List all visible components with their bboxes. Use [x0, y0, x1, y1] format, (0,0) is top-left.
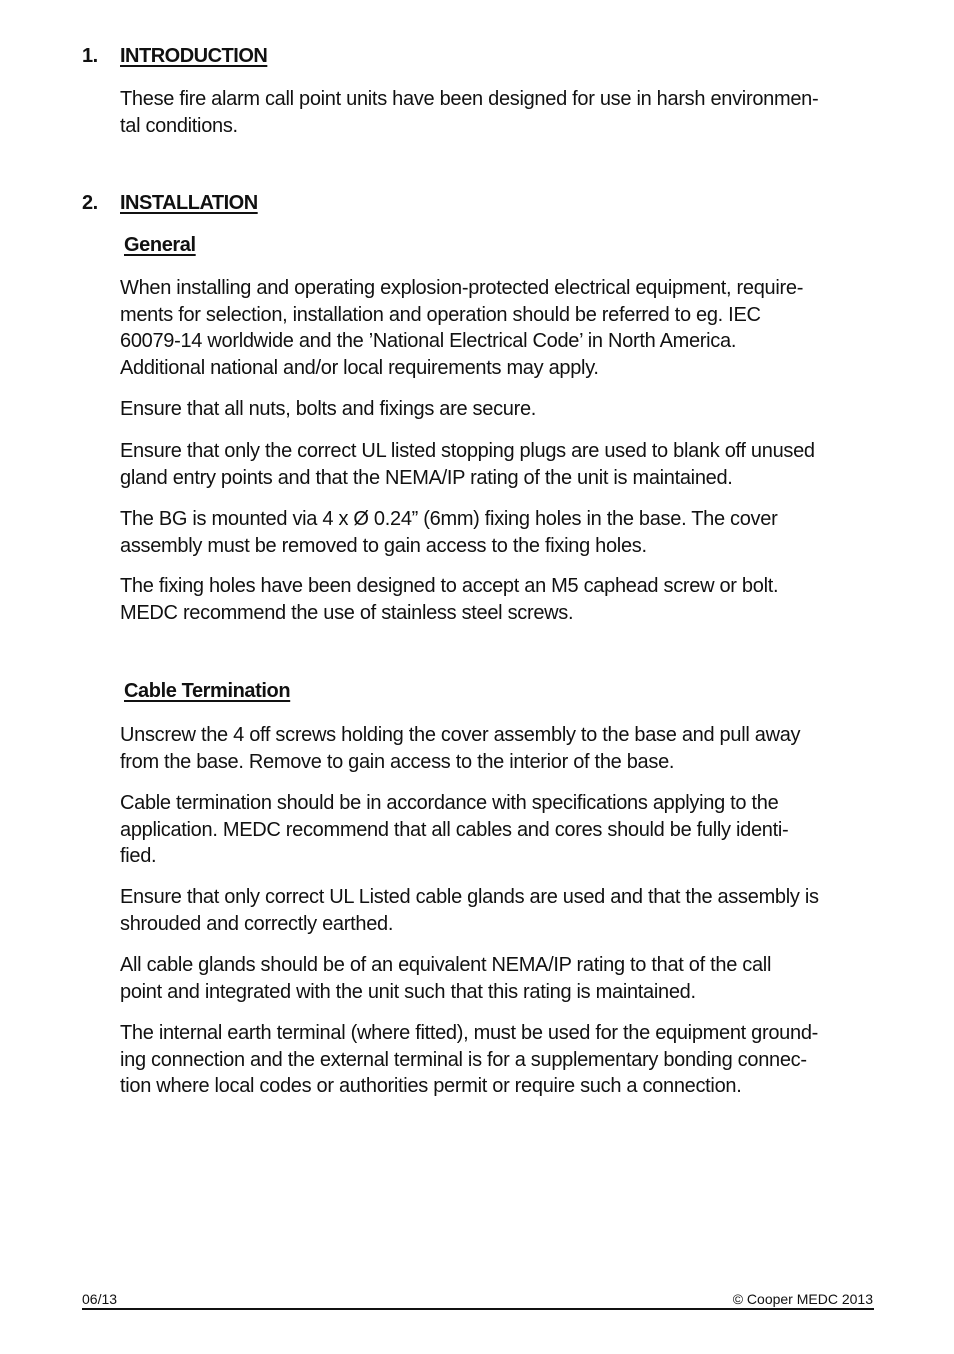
general-paragraph: The fixing holes have been designed to accept an M5 caphead screw or bolt. MEDC recommend the use of stainless steel screws.	[120, 575, 779, 624]
general-paragraph: When installing and operating explosion-protected electrical equipment, require- ments for selection, installation and operation should be referred to eg. IEC 60079-14 worldwide and the ’National Electrical Code’ in North America. Additional national and/or local requirements may apply.	[120, 277, 804, 379]
section-title: INTRODUCTION	[120, 45, 268, 67]
cable-termination-paragraph: Cable termination should be in accordance with specifications applying to the application. MEDC recommend that all cables and cores should be fully identi- fied.	[120, 792, 789, 868]
section-2-heading	[82, 192, 258, 215]
cable-termination-paragraph: All cable glands should be of an equivalent NEMA/IP rating to that of the call point and integrated with the unit such that this rating is maintained.	[120, 954, 772, 1003]
intro-paragraph: These fire alarm call point units have been designed for use in harsh environmen- tal conditions.	[120, 88, 819, 137]
section-number: 2.	[82, 192, 98, 214]
general-paragraph: The BG is mounted via 4 x Ø 0.24” (6mm) fixing holes in the base. The cover assembly must be removed to gain access to the fixing holes.	[120, 508, 778, 557]
footer-date: 06/13	[82, 1291, 118, 1307]
cable-termination-paragraph: The internal earth terminal (where fitted), must be used for the equipment ground- ing connection and the external terminal is for a supplementary bonding connec- tion where local codes or authorities permit or require such a connection.	[120, 1022, 818, 1098]
general-paragraph: Ensure that all nuts, bolts and fixings are secure.	[120, 398, 537, 420]
cable-termination-paragraph: Ensure that only correct UL Listed cable glands are used and that the assembly is shrouded and correctly earthed.	[120, 886, 819, 935]
cable-termination-subheading: Cable Termination	[124, 680, 291, 702]
general-paragraph: Ensure that only the correct UL listed stopping plugs are used to blank off unused gland entry points and that the NEMA/IP rating of the unit is maintained.	[120, 440, 815, 489]
general-subheading: General	[124, 234, 196, 256]
footer-divider	[82, 1308, 874, 1310]
footer-copyright: © Cooper MEDC 2013	[732, 1291, 873, 1307]
section-number: 1.	[82, 45, 98, 67]
cable-termination-paragraph: Unscrew the 4 off screws holding the cover assembly to the base and pull away from the base. Remove to gain access to the interior of the base.	[120, 724, 801, 773]
section-title: INSTALLATION	[120, 192, 258, 214]
section-1-heading	[82, 45, 267, 68]
